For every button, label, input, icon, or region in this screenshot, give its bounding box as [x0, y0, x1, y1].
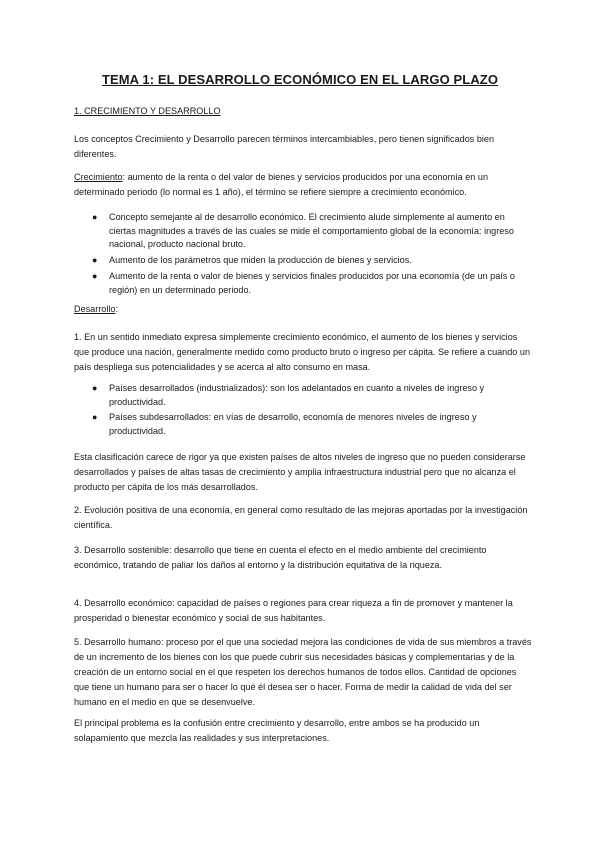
crecimiento-term: Crecimiento — [74, 172, 123, 182]
page-title: TEMA 1: EL DESARROLLO ECONÓMICO EN EL LARGO PLAZO — [101, 72, 499, 87]
crecimiento-bullet-list — [92, 211, 532, 299]
crecimiento-definition — [74, 170, 534, 200]
crecimiento-definition-text: : aumento de la renta o del valor de bienes y servicios producidos por una economía en un determinado periodo (lo normal es 1 año), el término se refiere siempre a crecimiento económico. — [74, 172, 489, 197]
desarrollo-bullet-list — [92, 382, 532, 441]
section-heading: 1. CRECIMIENTO Y DESARROLLO — [74, 106, 221, 116]
bullet-icon: ● — [92, 383, 98, 393]
list-item: ● Concepto semejante al de desarrollo económico. El crecimiento alude simplemente al aumento en ciertas magnitudes a través de las cuales se mide el comportamiento global de la economía: ingreso nacional, producto nacional bruto. — [92, 212, 514, 250]
bullet-icon: ● — [92, 212, 98, 222]
conclusion-paragraph: El principal problema es la confusión entre crecimiento y desarrollo, entre ambos se ha producido un solapamiento que mezcla las realidades y sus interpretaciones. — [74, 718, 480, 743]
desarrollo-point-5: 5. Desarrollo humano: proceso por el que una sociedad mejora las condiciones de vida de sus miembros a través de un incremento de los bienes con los que puede cubrir sus necesidades básicas y complementarias y de la creación de un entorno social en el que respeten los derechos humanos de todos ellos. Cantidad de opciones que tiene un humano para ser o hacer lo qué él desea ser o hacer. Forma de medir la calidad de vida del ser humano en el medio en que se desenvuelve. — [74, 637, 532, 707]
desarrollo-point-4: 4. Desarrollo económico: capacidad de países o regiones para crear riqueza a fin de promover y mantener la prosperidad o bienestar económico y social de sus habitantes. — [74, 598, 513, 623]
bullet-icon: ● — [92, 255, 98, 266]
list-item: ● Aumento de la renta o valor de bienes y servicios finales producidos por una economía (de un país o región) en un determinado periodo. — [92, 270, 515, 295]
list-item: ● Países desarrollados (industrializados): son los adelantados en cuanto a niveles de ingreso y productividad. — [92, 383, 485, 407]
list-item: ● Aumento de los parámetros que miden la producción de bienes y servicios. — [92, 254, 532, 268]
desarrollo-heading: Desarrollo: — [74, 304, 118, 314]
intro-paragraph: Los conceptos Crecimiento y Desarrollo parecen términos intercambiables, pero tienen significados bien diferentes. — [74, 134, 495, 159]
bullet-icon: ● — [92, 412, 98, 423]
desarrollo-point-2: 2. Evolución positiva de una economía, en general como resultado de las mejoras aportadas por la investigación científica. — [74, 505, 528, 530]
list-item: ● Países subdesarrollados: en vías de desarrollo, economía de menores niveles de ingreso y productividad. — [92, 412, 477, 437]
desarrollo-point-1: 1. En un sentido inmediato expresa simplemente crecimiento económico, el aumento de los bienes y servicios que produce una nación, generalmente medido como producto bruto o ingreso per cápita. Se refiere a cuando un país despliega sus potencialidades y se acerca al alto consumo en masa. — [74, 332, 530, 372]
desarrollo-term: Desarrollo — [74, 304, 116, 314]
desarrollo-point-3: 3. Desarrollo sostenible: desarrollo que tiene en cuenta el efecto en el medio ambiente del crecimiento económico, tratando de paliar los daños al entorno y la distribución equitativa de la riqueza. — [74, 545, 487, 570]
bullet-icon: ● — [92, 270, 98, 281]
classification-paragraph: Esta clasificación carece de rigor ya que existen países de altos niveles de ingreso que no pueden considerarse desarrollados y países de altas tasas de crecimiento y amplia infraestructura industrial pero que no alcanza el producto per cápita de los más desarrollados. — [74, 452, 526, 492]
